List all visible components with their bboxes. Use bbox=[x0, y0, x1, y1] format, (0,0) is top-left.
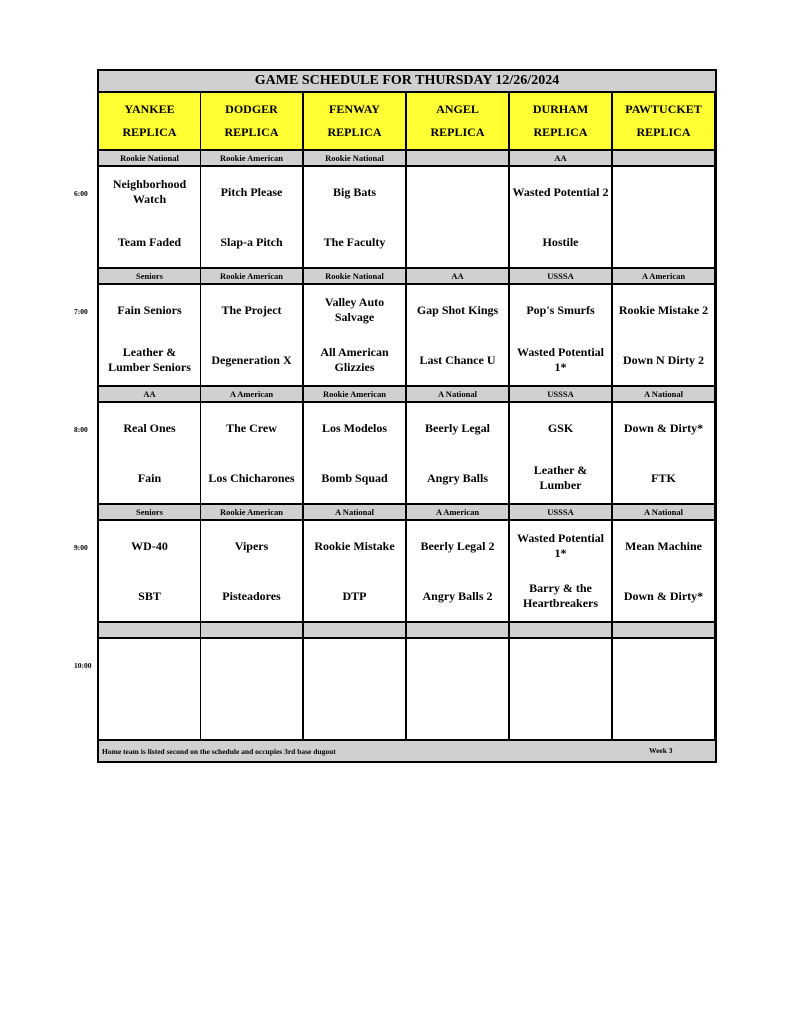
field-name: PAWTUCKET bbox=[625, 102, 702, 116]
game-cell bbox=[407, 167, 508, 267]
division-label: USSSA bbox=[510, 505, 611, 519]
division-label bbox=[99, 623, 200, 637]
game-cell bbox=[613, 167, 714, 267]
home-team: Last Chance U bbox=[419, 352, 496, 367]
field-name: YANKEE bbox=[124, 102, 175, 116]
field-subtitle: REPLICA bbox=[327, 125, 382, 139]
division-label bbox=[613, 151, 714, 165]
away-team: Wasted Potential 1* bbox=[517, 531, 604, 560]
division-label: A American bbox=[613, 269, 714, 283]
away-team: GSK bbox=[547, 420, 574, 435]
home-team: Fain bbox=[137, 470, 162, 485]
division-label: USSSA bbox=[510, 387, 611, 401]
away-team: Fain Seniors bbox=[117, 302, 182, 317]
field-subtitle: REPLICA bbox=[122, 125, 177, 139]
away-team: Neighborhood Watch bbox=[112, 177, 187, 206]
game-cell bbox=[99, 521, 200, 621]
game-cell bbox=[201, 521, 302, 621]
home-team: Los Chicharones bbox=[208, 470, 295, 485]
game-cell bbox=[510, 403, 611, 503]
field-name: DURHAM bbox=[532, 102, 589, 116]
home-team: Pisteadores bbox=[222, 588, 281, 603]
division-label: A National bbox=[407, 387, 508, 401]
game-cell bbox=[99, 403, 200, 503]
division-label bbox=[613, 623, 714, 637]
game-cell bbox=[510, 521, 611, 621]
home-team: Hostile bbox=[542, 234, 579, 249]
division-label: A American bbox=[201, 387, 302, 401]
division-label: USSSA bbox=[510, 269, 611, 283]
away-team: Down & Dirty* bbox=[623, 420, 704, 435]
game-cell bbox=[304, 167, 405, 267]
field-name: ANGEL bbox=[436, 102, 479, 116]
home-team: The Faculty bbox=[323, 234, 386, 249]
game-cell bbox=[304, 403, 405, 503]
footer-note: Home team is listed second on the schedule and occupies 3rd base dugout bbox=[99, 741, 715, 761]
away-team: Rookie Mistake bbox=[314, 538, 395, 553]
time-label: 8:00 bbox=[74, 425, 88, 434]
field-subtitle: REPLICA bbox=[636, 125, 691, 139]
game-cell bbox=[201, 403, 302, 503]
away-team: WD-40 bbox=[131, 538, 168, 553]
home-team: Angry Balls 2 bbox=[422, 588, 493, 603]
home-team: DTP bbox=[342, 588, 367, 603]
away-team: Vipers bbox=[234, 538, 269, 553]
away-team: Mean Machine bbox=[625, 538, 702, 553]
division-label: Rookie American bbox=[201, 151, 302, 165]
game-cell bbox=[407, 285, 508, 385]
home-team: Leather & Lumber Seniors bbox=[108, 345, 191, 374]
field-header bbox=[201, 93, 302, 149]
field-header bbox=[99, 93, 200, 149]
game-cell bbox=[304, 639, 405, 739]
game-cell bbox=[407, 521, 508, 621]
division-label: AA bbox=[99, 387, 200, 401]
game-cell bbox=[613, 285, 714, 385]
division-label bbox=[510, 623, 611, 637]
field-subtitle: REPLICA bbox=[224, 125, 279, 139]
home-team: Slap-a Pitch bbox=[220, 234, 283, 249]
division-label: A National bbox=[613, 505, 714, 519]
home-team: SBT bbox=[138, 588, 161, 603]
away-team: Valley Auto Salvage bbox=[324, 295, 385, 324]
schedule-table bbox=[97, 69, 717, 763]
game-cell bbox=[613, 403, 714, 503]
field-header bbox=[510, 93, 611, 149]
game-cell bbox=[201, 167, 302, 267]
game-cell bbox=[613, 639, 714, 739]
field-subtitle: REPLICA bbox=[430, 125, 485, 139]
away-team: The Project bbox=[221, 302, 282, 317]
division-label: Rookie American bbox=[304, 387, 405, 401]
field-subtitle: REPLICA bbox=[533, 125, 588, 139]
division-label bbox=[407, 151, 508, 165]
away-team: Rookie Mistake 2 bbox=[618, 302, 709, 317]
time-label: 6:00 bbox=[74, 189, 88, 198]
division-label: AA bbox=[407, 269, 508, 283]
week-label: Week 3 bbox=[649, 746, 673, 755]
away-team: Gap Shot Kings bbox=[416, 302, 499, 317]
game-cell bbox=[304, 285, 405, 385]
home-team: Barry & the Heartbreakers bbox=[522, 581, 599, 610]
game-cell bbox=[201, 639, 302, 739]
game-cell bbox=[510, 167, 611, 267]
field-header bbox=[613, 93, 714, 149]
game-cell bbox=[201, 285, 302, 385]
field-name: FENWAY bbox=[329, 102, 380, 116]
home-team: Degeneration X bbox=[211, 352, 292, 367]
game-cell bbox=[304, 521, 405, 621]
division-label: Rookie National bbox=[304, 269, 405, 283]
away-team: Pop's Smurfs bbox=[526, 302, 595, 317]
division-label: A National bbox=[613, 387, 714, 401]
division-label: A National bbox=[304, 505, 405, 519]
away-team: Pitch Please bbox=[220, 184, 283, 199]
division-label bbox=[201, 623, 302, 637]
home-team: Wasted Potential 1* bbox=[517, 345, 604, 374]
away-team: Beerly Legal bbox=[425, 420, 490, 435]
home-team: Angry Balls bbox=[426, 470, 488, 485]
time-label: 9:00 bbox=[74, 543, 88, 552]
home-team: Leather & Lumber bbox=[533, 463, 588, 492]
game-cell bbox=[99, 639, 200, 739]
home-team: Team Faded bbox=[117, 234, 182, 249]
division-label: Rookie American bbox=[201, 269, 302, 283]
division-label: Seniors bbox=[99, 505, 200, 519]
game-cell bbox=[510, 285, 611, 385]
page-title: GAME SCHEDULE FOR THURSDAY 12/26/2024 bbox=[99, 71, 715, 91]
division-label bbox=[407, 623, 508, 637]
home-team: Down N Dirty 2 bbox=[623, 352, 704, 367]
game-cell bbox=[99, 285, 200, 385]
game-cell bbox=[613, 521, 714, 621]
division-label: Rookie National bbox=[304, 151, 405, 165]
division-label: AA bbox=[510, 151, 611, 165]
time-label: 10:00 bbox=[74, 661, 92, 670]
home-team: All American Glizzies bbox=[320, 345, 389, 374]
field-header bbox=[407, 93, 508, 149]
game-cell bbox=[510, 639, 611, 739]
game-cell bbox=[99, 167, 200, 267]
away-team: Beerly Legal 2 bbox=[420, 538, 495, 553]
game-cell bbox=[407, 639, 508, 739]
field-header bbox=[304, 93, 405, 149]
away-team: Real Ones bbox=[123, 420, 176, 435]
away-team: Los Modelos bbox=[321, 420, 387, 435]
division-label bbox=[304, 623, 405, 637]
home-team: FTK bbox=[651, 470, 676, 485]
division-label: Seniors bbox=[99, 269, 200, 283]
game-cell bbox=[407, 403, 508, 503]
away-team: Big Bats bbox=[332, 184, 376, 199]
field-name: DODGER bbox=[225, 102, 278, 116]
home-team: Bomb Squad bbox=[321, 470, 388, 485]
division-label: Rookie National bbox=[99, 151, 200, 165]
away-team: The Crew bbox=[226, 420, 277, 435]
division-label: A American bbox=[407, 505, 508, 519]
home-team: Down & Dirty* bbox=[623, 588, 704, 603]
time-label: 7:00 bbox=[74, 307, 88, 316]
division-label: Rookie American bbox=[201, 505, 302, 519]
away-team: Wasted Potential 2 bbox=[512, 184, 609, 199]
